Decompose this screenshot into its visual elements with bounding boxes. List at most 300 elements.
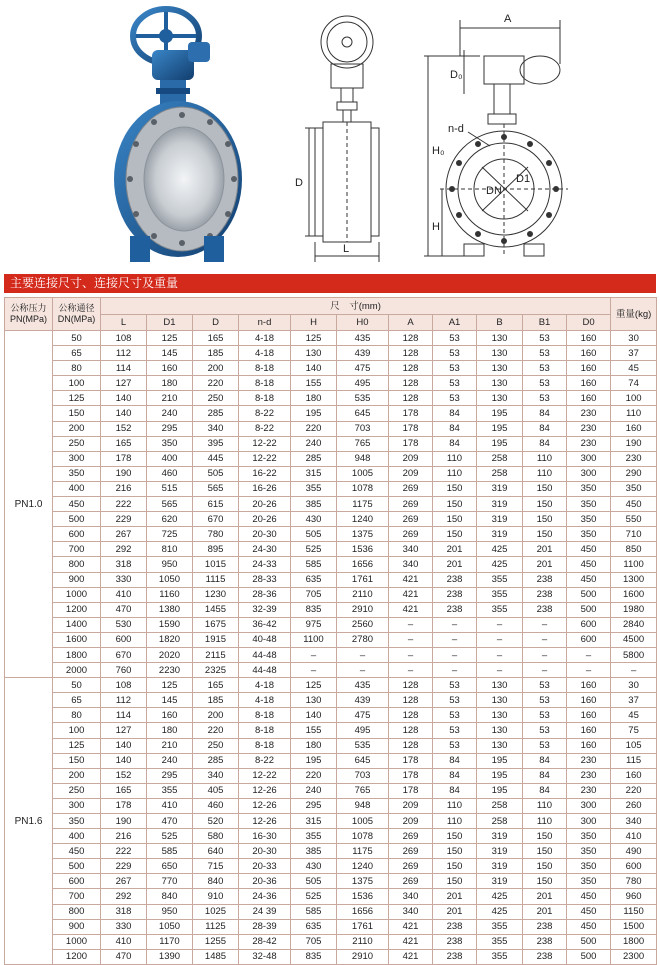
- table-cell: 180: [291, 391, 337, 406]
- table-cell: 1485: [193, 949, 239, 964]
- table-cell: 330: [101, 572, 147, 587]
- table-cell: 1175: [337, 844, 389, 859]
- table-cell: 4-18: [239, 331, 291, 346]
- table-cell: 150: [433, 829, 477, 844]
- table-cell: 425: [477, 889, 523, 904]
- table-cell: 670: [101, 647, 147, 662]
- table-row: [5, 557, 657, 572]
- table-cell: 209: [389, 814, 433, 829]
- table-cell: 1800: [611, 934, 657, 949]
- table-cell: 470: [101, 602, 147, 617]
- table-cell: 1175: [337, 497, 389, 512]
- table-cell: 4-18: [239, 346, 291, 361]
- table-cell: 1050: [147, 572, 193, 587]
- table-cell: 128: [389, 708, 433, 723]
- dn-cell: 700: [53, 542, 101, 557]
- table-row: [5, 738, 657, 753]
- table-cell: 1590: [147, 617, 193, 632]
- table-cell: 450: [567, 919, 611, 934]
- table-cell: 565: [147, 497, 193, 512]
- table-cell: 1125: [193, 919, 239, 934]
- table-cell: 238: [523, 587, 567, 602]
- table-cell: 201: [523, 889, 567, 904]
- table-cell: 16-22: [239, 466, 291, 481]
- table-cell: 1761: [337, 919, 389, 934]
- dn-cell: 50: [53, 331, 101, 346]
- table-row: [5, 904, 657, 919]
- dn-cell: 80: [53, 361, 101, 376]
- dn-cell: 400: [53, 829, 101, 844]
- table-cell: 150: [523, 512, 567, 527]
- table-cell: 810: [147, 542, 193, 557]
- table-cell: 84: [523, 436, 567, 451]
- table-cell: 585: [291, 557, 337, 572]
- table-cell: 421: [389, 587, 433, 602]
- table-cell: 160: [147, 361, 193, 376]
- dim-label-D0: D₀: [450, 69, 463, 81]
- table-cell: 84: [433, 753, 477, 768]
- table-cell: 315: [291, 466, 337, 481]
- table-cell: 2110: [337, 934, 389, 949]
- table-cell: 1600: [611, 587, 657, 602]
- table-cell: 950: [147, 557, 193, 572]
- dn-cell: 200: [53, 421, 101, 436]
- table-cell: 150: [523, 829, 567, 844]
- table-row: [5, 346, 657, 361]
- table-cell: 421: [389, 949, 433, 964]
- table-cell: 37: [611, 346, 657, 361]
- table-cell: 535: [337, 738, 389, 753]
- table-cell: 258: [477, 451, 523, 466]
- table-cell: 318: [101, 557, 147, 572]
- table-cell: 53: [523, 678, 567, 693]
- dn-cell: 50: [53, 678, 101, 693]
- table-cell: 269: [389, 527, 433, 542]
- table-cell: 165: [193, 331, 239, 346]
- table-cell: 445: [193, 451, 239, 466]
- table-cell: 140: [291, 361, 337, 376]
- table-cell: 165: [101, 783, 147, 798]
- table-cell: 230: [567, 421, 611, 436]
- table-cell: 355: [477, 949, 523, 964]
- table-cell: 37: [611, 693, 657, 708]
- table-cell: 24 39: [239, 904, 291, 919]
- table-cell: 220: [291, 421, 337, 436]
- table-row: [5, 768, 657, 783]
- table-cell: 16-26: [239, 481, 291, 496]
- table-cell: 160: [567, 708, 611, 723]
- dim-label-nd: n-d: [448, 123, 464, 135]
- table-cell: 130: [477, 738, 523, 753]
- table-cell: 780: [193, 527, 239, 542]
- table-cell: 295: [147, 421, 193, 436]
- table-cell: 112: [101, 693, 147, 708]
- table-cell: 180: [147, 376, 193, 391]
- table-cell: 395: [193, 436, 239, 451]
- table-cell: 178: [389, 768, 433, 783]
- table-cell: –: [337, 663, 389, 678]
- table-cell: 53: [523, 361, 567, 376]
- table-cell: 53: [523, 738, 567, 753]
- table-cell: 12-22: [239, 436, 291, 451]
- table-cell: 2110: [337, 587, 389, 602]
- table-cell: –: [337, 647, 389, 662]
- dn-cell: 200: [53, 768, 101, 783]
- table-cell: 195: [291, 406, 337, 421]
- table-cell: 20-33: [239, 859, 291, 874]
- table-cell: 84: [523, 753, 567, 768]
- table-cell: 178: [101, 451, 147, 466]
- table-cell: 319: [477, 829, 523, 844]
- table-cell: 28-36: [239, 587, 291, 602]
- table-cell: 195: [291, 753, 337, 768]
- table-cell: 128: [389, 391, 433, 406]
- table-cell: 84: [433, 406, 477, 421]
- table-cell: 238: [433, 572, 477, 587]
- table-cell: 53: [433, 376, 477, 391]
- table-cell: 645: [337, 753, 389, 768]
- table-cell: 269: [389, 844, 433, 859]
- table-cell: 580: [193, 829, 239, 844]
- table-body: [5, 331, 657, 965]
- table-cell: 160: [567, 678, 611, 693]
- table-cell: 490: [611, 844, 657, 859]
- table-cell: –: [477, 617, 523, 632]
- table-cell: 410: [147, 798, 193, 813]
- table-cell: 500: [567, 587, 611, 602]
- table-cell: 53: [433, 391, 477, 406]
- table-cell: 1300: [611, 572, 657, 587]
- table-cell: 110: [523, 798, 567, 813]
- table-row: [5, 663, 657, 678]
- dn-cell: 350: [53, 466, 101, 481]
- table-cell: 53: [523, 331, 567, 346]
- table-row: [5, 829, 657, 844]
- table-row: [5, 814, 657, 829]
- table-cell: 238: [433, 949, 477, 964]
- column-header-b1: B1: [523, 315, 567, 331]
- table-cell: 112: [101, 346, 147, 361]
- table-cell: 190: [611, 436, 657, 451]
- table-cell: 400: [147, 451, 193, 466]
- table-cell: 585: [291, 904, 337, 919]
- table-cell: 100: [611, 391, 657, 406]
- table-cell: 500: [567, 602, 611, 617]
- table-cell: 53: [523, 376, 567, 391]
- table-cell: 975: [291, 617, 337, 632]
- table-cell: 230: [567, 768, 611, 783]
- dim-label-A: A: [504, 13, 512, 25]
- table-row: [5, 889, 657, 904]
- table-cell: 1375: [337, 527, 389, 542]
- table-row: [5, 376, 657, 391]
- table-cell: 209: [389, 451, 433, 466]
- table-cell: 410: [101, 587, 147, 602]
- table-cell: 84: [523, 783, 567, 798]
- table-cell: 130: [477, 331, 523, 346]
- table-cell: 222: [101, 844, 147, 859]
- table-cell: 470: [147, 814, 193, 829]
- table-cell: 300: [567, 798, 611, 813]
- table-cell: 1761: [337, 572, 389, 587]
- table-cell: 53: [433, 678, 477, 693]
- table-cell: 84: [433, 421, 477, 436]
- table-cell: 525: [147, 829, 193, 844]
- table-cell: 425: [477, 904, 523, 919]
- table-cell: 210: [147, 738, 193, 753]
- table-cell: 53: [523, 708, 567, 723]
- table-cell: 150: [523, 859, 567, 874]
- table-cell: 1536: [337, 542, 389, 557]
- table-cell: 2910: [337, 602, 389, 617]
- table-cell: 201: [433, 542, 477, 557]
- table-cell: 238: [433, 934, 477, 949]
- table-cell: 1015: [193, 557, 239, 572]
- dn-cell: 500: [53, 512, 101, 527]
- table-cell: –: [389, 617, 433, 632]
- table-cell: 32-39: [239, 602, 291, 617]
- figures-area: [0, 0, 660, 270]
- table-cell: 160: [567, 346, 611, 361]
- table-cell: 530: [101, 617, 147, 632]
- dim-label-H0: H₀: [432, 145, 445, 157]
- dn-cell: 80: [53, 708, 101, 723]
- table-cell: 155: [291, 376, 337, 391]
- table-cell: 269: [389, 874, 433, 889]
- table-cell: 350: [567, 497, 611, 512]
- table-row: [5, 436, 657, 451]
- table-cell: 269: [389, 829, 433, 844]
- table-cell: 710: [611, 527, 657, 542]
- table-cell: 295: [147, 768, 193, 783]
- table-cell: 340: [389, 889, 433, 904]
- table-row: [5, 693, 657, 708]
- table-cell: 150: [433, 874, 477, 889]
- table-cell: 45: [611, 361, 657, 376]
- table-cell: 130: [477, 708, 523, 723]
- table-cell: 340: [389, 904, 433, 919]
- table-cell: 600: [567, 617, 611, 632]
- table-cell: 108: [101, 678, 147, 693]
- table-cell: 2300: [611, 949, 657, 964]
- table-cell: 2840: [611, 617, 657, 632]
- table-cell: 340: [193, 421, 239, 436]
- table-cell: 110: [433, 798, 477, 813]
- table-cell: 1078: [337, 829, 389, 844]
- table-cell: 340: [193, 768, 239, 783]
- table-cell: 450: [567, 889, 611, 904]
- table-cell: 130: [291, 693, 337, 708]
- table-cell: 53: [433, 331, 477, 346]
- table-cell: 75: [611, 723, 657, 738]
- table-cell: 200: [193, 361, 239, 376]
- table-cell: 20-26: [239, 512, 291, 527]
- table-row: [5, 844, 657, 859]
- table-row: [5, 783, 657, 798]
- table-cell: 150: [433, 497, 477, 512]
- table-cell: 319: [477, 844, 523, 859]
- table-cell: 185: [193, 693, 239, 708]
- table-cell: 439: [337, 346, 389, 361]
- table-cell: 53: [433, 708, 477, 723]
- table-row: [5, 527, 657, 542]
- table-cell: 355: [477, 587, 523, 602]
- table-cell: 1500: [611, 919, 657, 934]
- table-cell: 84: [433, 436, 477, 451]
- table-cell: 269: [389, 481, 433, 496]
- table-cell: 8-22: [239, 421, 291, 436]
- table-cell: 53: [433, 693, 477, 708]
- table-cell: 355: [477, 934, 523, 949]
- table-cell: 110: [433, 466, 477, 481]
- table-cell: 895: [193, 542, 239, 557]
- table-cell: 128: [389, 678, 433, 693]
- column-header-d: D: [193, 315, 239, 331]
- table-cell: 269: [389, 497, 433, 512]
- table-cell: –: [523, 617, 567, 632]
- table-cell: 2780: [337, 632, 389, 647]
- table-cell: 8-18: [239, 723, 291, 738]
- table-cell: 8-22: [239, 406, 291, 421]
- table-cell: 450: [567, 904, 611, 919]
- table-cell: 24-30: [239, 542, 291, 557]
- table-cell: 127: [101, 376, 147, 391]
- table-cell: 240: [291, 783, 337, 798]
- table-cell: 53: [523, 346, 567, 361]
- table-cell: 240: [291, 436, 337, 451]
- table-cell: 53: [433, 723, 477, 738]
- table-cell: 450: [611, 497, 657, 512]
- dn-cell: 450: [53, 497, 101, 512]
- table-cell: 460: [193, 798, 239, 813]
- table-cell: 840: [147, 889, 193, 904]
- table-cell: 30: [611, 331, 657, 346]
- table-cell: 150: [523, 481, 567, 496]
- dn-cell: 1000: [53, 934, 101, 949]
- table-cell: 565: [193, 481, 239, 496]
- table-cell: –: [291, 647, 337, 662]
- table-cell: 600: [567, 632, 611, 647]
- table-cell: 425: [477, 542, 523, 557]
- table-cell: 150: [433, 844, 477, 859]
- table-cell: 20-36: [239, 874, 291, 889]
- table-cell: 238: [523, 602, 567, 617]
- table-row: [5, 406, 657, 421]
- table-cell: 258: [477, 798, 523, 813]
- table-cell: 1255: [193, 934, 239, 949]
- table-cell: 330: [101, 919, 147, 934]
- header-dimensions: 尺 寸(mm): [101, 298, 611, 315]
- table-cell: 36-42: [239, 617, 291, 632]
- table-cell: 12-22: [239, 451, 291, 466]
- table-cell: 4-18: [239, 693, 291, 708]
- table-cell: 2230: [147, 663, 193, 678]
- table-cell: 220: [291, 768, 337, 783]
- table-cell: 470: [101, 949, 147, 964]
- table-cell: 30: [611, 678, 657, 693]
- table-cell: 340: [611, 814, 657, 829]
- table-cell: 201: [433, 557, 477, 572]
- table-cell: 950: [147, 904, 193, 919]
- table-cell: 150: [523, 527, 567, 542]
- table-cell: 130: [477, 678, 523, 693]
- table-cell: 190: [101, 466, 147, 481]
- table-cell: 240: [147, 753, 193, 768]
- table-cell: 209: [389, 466, 433, 481]
- table-cell: 160: [611, 421, 657, 436]
- dn-cell: 350: [53, 814, 101, 829]
- dn-cell: 1200: [53, 949, 101, 964]
- column-header-h: H: [291, 315, 337, 331]
- table-row: [5, 617, 657, 632]
- table-cell: 200: [193, 708, 239, 723]
- table-cell: 435: [337, 331, 389, 346]
- table-cell: 216: [101, 829, 147, 844]
- table-cell: 410: [611, 829, 657, 844]
- table-cell: 130: [477, 391, 523, 406]
- table-cell: 725: [147, 527, 193, 542]
- table-cell: 350: [567, 512, 611, 527]
- table-cell: 705: [291, 587, 337, 602]
- table-cell: 32-48: [239, 949, 291, 964]
- dn-cell: 900: [53, 572, 101, 587]
- table-row: [5, 678, 657, 693]
- table-cell: 460: [147, 466, 193, 481]
- table-cell: 350: [567, 859, 611, 874]
- table-cell: –: [567, 647, 611, 662]
- table-cell: 195: [477, 436, 523, 451]
- table-row: [5, 497, 657, 512]
- table-cell: 300: [567, 451, 611, 466]
- table-cell: 285: [193, 406, 239, 421]
- table-row: [5, 859, 657, 874]
- table-cell: 1980: [611, 602, 657, 617]
- table-row: [5, 934, 657, 949]
- table-cell: 295: [291, 798, 337, 813]
- dn-cell: 65: [53, 346, 101, 361]
- table-cell: 1656: [337, 904, 389, 919]
- table-cell: 500: [567, 949, 611, 964]
- table-cell: 209: [389, 798, 433, 813]
- table-cell: 155: [291, 723, 337, 738]
- table-cell: 125: [147, 331, 193, 346]
- table-row: [5, 421, 657, 436]
- table-cell: –: [291, 663, 337, 678]
- table-cell: 5800: [611, 647, 657, 662]
- table-cell: 1170: [147, 934, 193, 949]
- table-cell: 1240: [337, 859, 389, 874]
- table-cell: 230: [567, 406, 611, 421]
- table-cell: 180: [291, 738, 337, 753]
- table-cell: 160: [567, 391, 611, 406]
- table-cell: 585: [147, 844, 193, 859]
- table-cell: 160: [567, 361, 611, 376]
- table-cell: 180: [147, 723, 193, 738]
- header-weight: 重量(kg): [611, 298, 657, 331]
- dn-cell: 500: [53, 859, 101, 874]
- table-cell: 318: [101, 904, 147, 919]
- table-cell: 152: [101, 768, 147, 783]
- table-cell: 230: [611, 451, 657, 466]
- table-cell: 8-18: [239, 376, 291, 391]
- table-cell: 220: [193, 376, 239, 391]
- table-cell: 160: [567, 693, 611, 708]
- table-cell: –: [523, 647, 567, 662]
- table-cell: 1160: [147, 587, 193, 602]
- table-cell: 165: [101, 436, 147, 451]
- table-cell: 350: [567, 481, 611, 496]
- table-cell: 1675: [193, 617, 239, 632]
